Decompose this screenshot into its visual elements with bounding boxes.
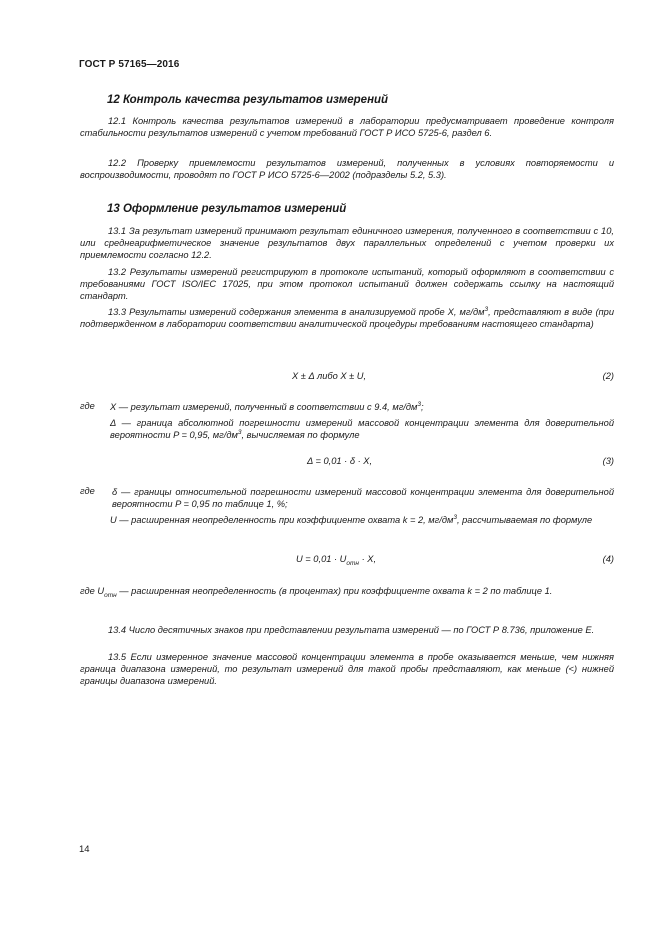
equation-number-3: (3) (602, 456, 614, 466)
paragraph-12-2: 12.2 Проверку приемлемости результатов измерений, полученных в условиях повторяемости и воспроизводимости, проводят по ГОСТ Р ИСО 5725-6—2002 (подразделы 5.2, 5.3). (80, 158, 614, 181)
definition-delta: Δ — граница абсолютной погрешности измерений массовой концентрации элемента для доверительной вероятности P = 0,95, $мг/дм^3$, вычисляемая по формуле (110, 418, 614, 441)
definition-u: U — расширенная неопределенность при коэффициенте охвата k = 2, $мг/дм^3$, рассчитываемая по формуле (110, 513, 593, 525)
section-13-title: 13 Оформление результатов измерений (107, 203, 347, 215)
paragraph-13-5: 13.5 Если измеренное значение массовой концентрации элемента в пробе оказывается меньше, чем нижняя граница диапазона измерений, то результат измерений для такой пробы представляют, как меньше (<) нижней границы диапазона измерений. (80, 652, 614, 687)
paragraph-13-1: 13.1 За результат измерений принимают результат единичного измерения, полученного в соответствии с 10, или среднеарифметическое значение результатов двух параллельных определений с учетом проверки их приемлемости согласно 12.2. (80, 226, 614, 261)
where-label: где (80, 401, 95, 411)
equation-number-4: (4) (602, 554, 614, 564)
paragraph-13-4: 13.4 Число десятичных знаков при представлении результата измерений — по ГОСТ Р 8.736, приложение Е. (108, 625, 595, 635)
paragraph-12-1: 12.1 Контроль качества результатов измерений в лаборатории предусматривает проведение контроля стабильности результатов измерений с учетом требований ГОСТ Р ИСО 5725-6, раздел 6. (80, 116, 614, 139)
paragraph-13-2: 13.2 Результаты измерений регистрируют в протоколе испытаний, который оформляют в соответствии с требованиями ГОСТ ISO/IEC 17025, при этом протокол испытаний должен содержать ссылку на настоящий стандарт. (80, 267, 614, 302)
document-code: ГОСТ Р 57165—2016 (79, 59, 180, 70)
formula-2: X ± Δ либо X ± U, (292, 371, 367, 381)
definition-delta-relative: δ — границы относительной погрешности измерений массовой концентрации элемента для доверительной вероятности P = 0,95 по таблице 1, %; (112, 487, 614, 510)
section-12-title: 12 Контроль качества результатов измерений (107, 94, 389, 106)
definition-x: X — результат измерений, полученный в соответствии с 9.4, $мг/дм^3$; (110, 400, 424, 412)
page-number: 14 (79, 844, 90, 855)
definition-u-rel: где $U_{отн}$ — расширенная неопределенность (в процентах) при коэффициенте охвата k = 2 по таблице 1. (80, 586, 553, 599)
formula-3: Δ = 0,01 · δ · X, (307, 456, 373, 466)
paragraph-13-3: 13.3 Результаты измерений содержания элемента в анализируемой пробе X, $мг/дм^3$, представляют в виде (при подтвержденном в лаборатории соответствии аналитической процедуры требованиям настоящего стандарта) (80, 305, 615, 330)
equation-number-2: (2) (602, 371, 614, 381)
where-label: где (80, 486, 95, 496)
formula-4: $U = 0,01 \cdot U_{отн} \cdot X$, (296, 554, 377, 567)
